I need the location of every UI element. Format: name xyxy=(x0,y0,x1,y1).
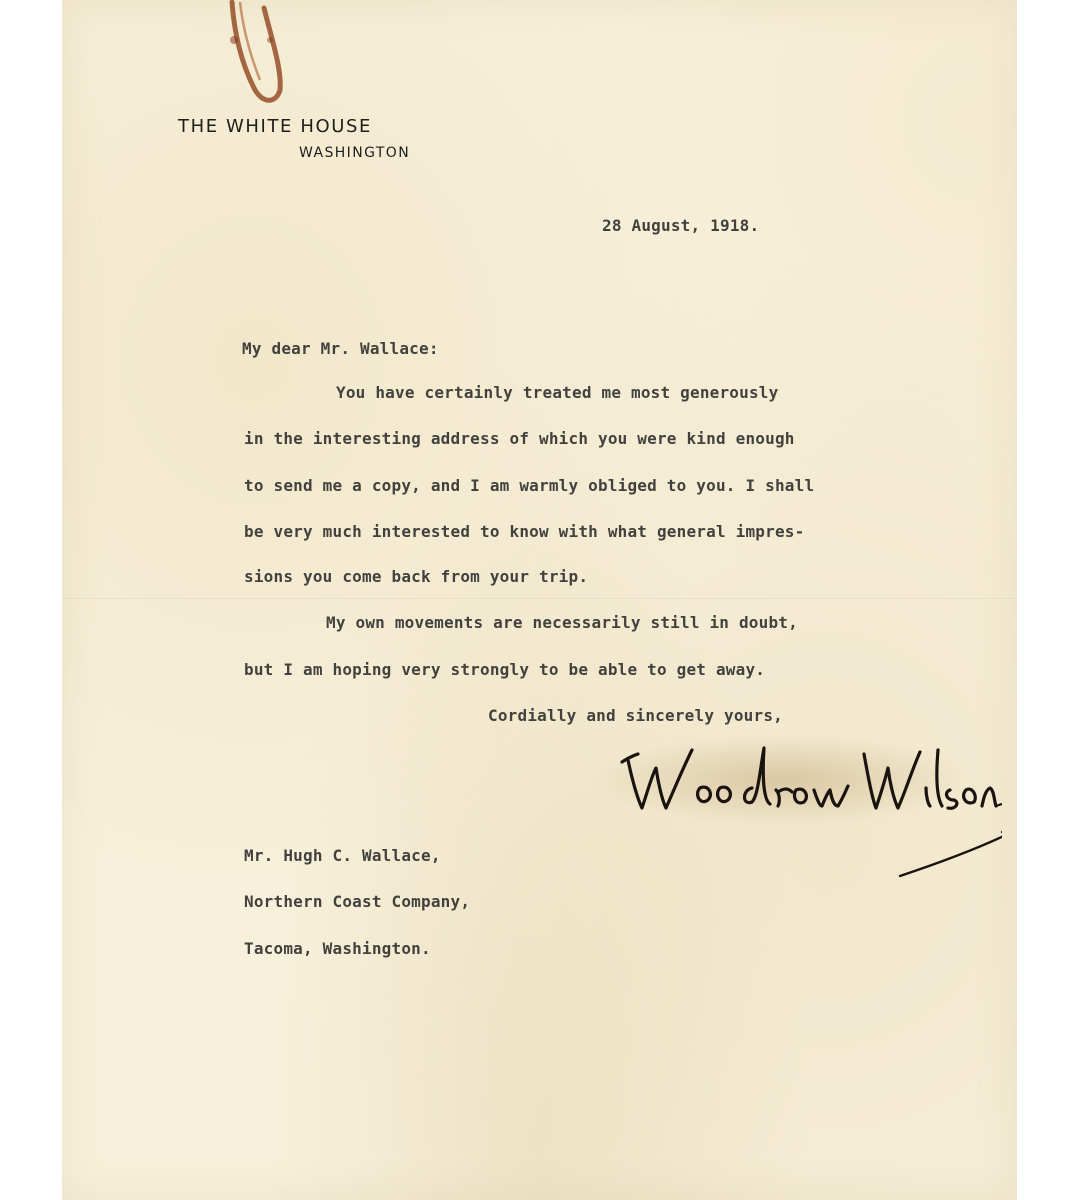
paragraph2-line: but I am hoping very strongly to be able to get away. xyxy=(244,660,766,679)
paper-fold-crease xyxy=(62,598,1017,600)
recipient-line: Northern Coast Company, xyxy=(244,892,471,911)
paragraph1-line: be very much interested to know with what general impres- xyxy=(244,522,805,541)
paragraph1-line: You have certainly treated me most generously xyxy=(336,383,779,402)
paperclip-rust-stain xyxy=(210,0,290,110)
letterhead-title: THE WHITE HOUSE xyxy=(178,116,373,137)
recipient-line: Mr. Hugh C. Wallace, xyxy=(244,846,441,865)
handwritten-signature xyxy=(582,730,1002,900)
closing-line: Cordially and sincerely yours, xyxy=(488,706,783,725)
paragraph1-line: sions you come back from your trip. xyxy=(244,567,589,586)
salutation: My dear Mr. Wallace: xyxy=(242,339,439,358)
letter-date: 28 August, 1918. xyxy=(602,216,760,235)
paragraph1-line: in the interesting address of which you were kind enough xyxy=(244,429,795,448)
letterhead-city: WASHINGTON xyxy=(299,145,411,161)
letter-sheet xyxy=(62,0,1017,1200)
paragraph1-line: to send me a copy, and I am warmly obliged to you. I shall xyxy=(244,476,815,495)
paragraph2-line: My own movements are necessarily still in doubt, xyxy=(326,613,798,632)
recipient-line: Tacoma, Washington. xyxy=(244,939,431,958)
